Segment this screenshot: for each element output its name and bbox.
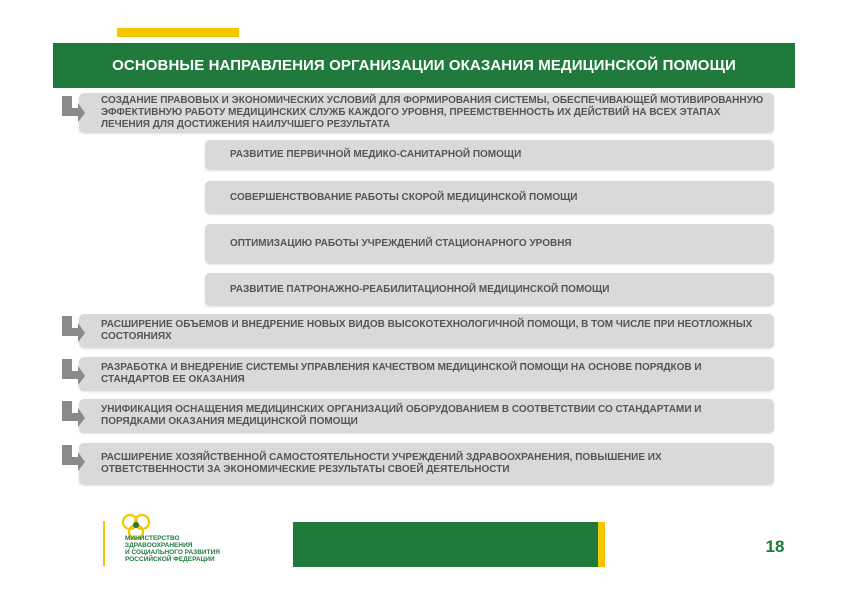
list-item-text: СОЗДАНИЕ ПРАВОВЫХ И ЭКОНОМИЧЕСКИХ УСЛОВИЙ ДЛЯ ФОРМИРОВАНИЯ СИСТЕМЫ, ОБЕСПЕЧИВАЮЩЕЙ МОТИВИРОВАННУЮ ЭФФЕКТИВНУЮ РАБОТУ МЕДИЦИНСКИХ СЛУЖБ КАЖДОГО УРОВНЯ, ПРЕЕМСТВЕННОСТЬ ИХ ДЕЙСТВИЙ НА ВСЕХ ЭТАПАХ ЛЕЧЕНИЯ ДЛЯ ДОСТИЖЕНИЯ НАИЛУЧШЕГО РЕЗУЛЬТАТА [101,95,764,130]
list-item [205,224,774,264]
arrow-icon [60,314,86,344]
ministry-line: МИНИСТЕРСТВО [125,535,180,542]
list-item [205,273,774,306]
list-item [79,357,774,391]
footer-divider [103,521,105,566]
list-item-text: РАСШИРЕНИЕ ОБЪЕМОВ И ВНЕДРЕНИЕ НОВЫХ ВИДОВ ВЫСОКОТЕХНОЛОГИЧНОЙ ПОМОЩИ, В ТОМ ЧИСЛЕ ПРИ НЕОТЛОЖНЫХ СОСТОЯНИЯХ [101,319,753,342]
arrow-icon [60,94,86,124]
title-bar [53,43,795,88]
list-item [205,140,774,170]
page-title: ОСНОВНЫЕ НАПРАВЛЕНИЯ ОРГАНИЗАЦИИ ОКАЗАНИЯ МЕДИЦИНСКОЙ ПОМОЩИ [112,57,736,74]
list-item [79,399,774,433]
list-item [79,93,774,133]
footer-green-bar [293,522,603,567]
ministry-name [125,535,275,563]
yellow-accent-bar [117,28,239,37]
list-item [79,314,774,348]
ministry-line: РОССИЙСКОЙ ФЕДЕРАЦИИ [125,556,215,563]
list-item-text: РАЗВИТИЕ ПАТРОНАЖНО-РЕАБИЛИТАЦИОННОЙ МЕДИЦИНСКОЙ ПОМОЩИ [230,283,610,295]
ministry-line: ЗДРАВООХРАНЕНИЯ [125,542,193,549]
list-item-text: РАСШИРЕНИЕ ХОЗЯЙСТВЕННОЙ САМОСТОЯТЕЛЬНОСТИ УЧРЕЖДЕНИЙ ЗДРАВООХРАНЕНИЯ, ПОВЫШЕНИЕ ИХ ОТВЕТСТВЕННОСТИ ЗА ЭКОНОМИЧЕСКИЕ РЕЗУЛЬТАТЫ СВОЕЙ ДЕЯТЕЛЬНОСТИ [101,452,662,475]
page-number: 18 [765,537,785,556]
list-item-text: СОВЕРШЕНСТВОВАНИЕ РАБОТЫ СКОРОЙ МЕДИЦИНСКОЙ ПОМОЩИ [230,191,578,203]
arrow-icon [60,443,86,473]
arrow-icon [60,357,86,387]
list-item [79,443,774,485]
arrow-icon [60,399,86,429]
footer-yellow-bar [598,522,605,567]
list-item [205,181,774,214]
ministry-line: И СОЦИАЛЬНОГО РАЗВИТИЯ [125,549,220,556]
list-item-text: РАЗВИТИЕ ПЕРВИЧНОЙ МЕДИКО-САНИТАРНОЙ ПОМОЩИ [230,149,522,160]
list-item-text: УНИФИКАЦИЯ ОСНАЩЕНИЯ МЕДИЦИНСКИХ ОРГАНИЗАЦИЙ ОБОРУДОВАНИЕМ В СООТВЕТСТВИИ СО СТАНДАРТАМИ И ПОРЯДКАМИ ОКАЗАНИЯ МЕДИЦИНСКОЙ ПОМОЩИ [101,404,702,427]
list-item-text: РАЗРАБОТКА И ВНЕДРЕНИЕ СИСТЕМЫ УПРАВЛЕНИЯ КАЧЕСТВОМ МЕДИЦИНСКОЙ ПОМОЩИ НА ОСНОВЕ ПОРЯДКОВ И СТАНДАРТОВ ЕЕ ОКАЗАНИЯ [101,362,702,385]
list-item-text: ОПТИМИЗАЦИЮ РАБОТЫ УЧРЕЖДЕНИЙ СТАЦИОНАРНОГО УРОВНЯ [230,238,572,249]
